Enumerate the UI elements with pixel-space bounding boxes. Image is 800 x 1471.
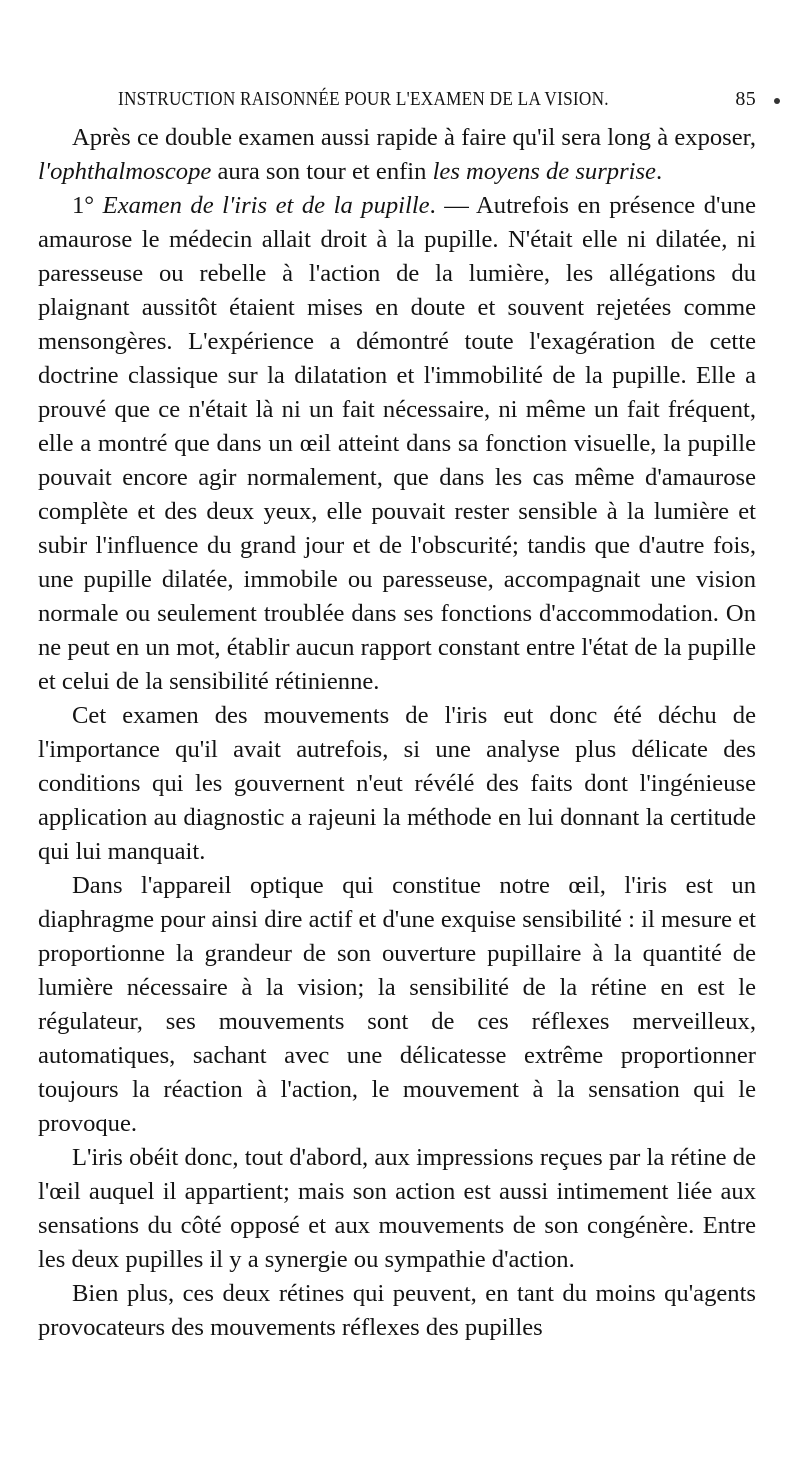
text-segment: aura son tour et enfin — [211, 158, 433, 185]
running-title: INSTRUCTION RAISONNÉE POUR L'EXAMEN DE LA VISION. — [118, 88, 609, 110]
paragraph-intro — [38, 121, 756, 189]
paragraph-synergy — [38, 1141, 756, 1277]
text-segment-italic: les moyens de surprise — [432, 158, 656, 185]
text-segment: Après ce double examen aussi rapide à faire qu'il sera long à exposer, — [72, 124, 756, 151]
section-heading: Examen de l'iris et de la pupille — [102, 192, 430, 219]
book-page — [38, 0, 756, 1471]
text-segment: . — Autrefois en présence d'une amaurose le médecin allait droit à la pupille. N'était elle ni dilatée, ni paresseuse ou rebelle à l'action de la lumière, les allégations du plaignant aussitôt étaient mises en doute et souvent rejetées comme mensongères. L'expérience a démontré toute l'exagération de cette doctrine classique sur la dilatation et l'immobilité de la pupille. Elle a prouvé que ce n'était là ni un fait nécessaire, ni même un fait fréquent, elle a montré que dans un œil atteint dans sa fonction visuelle, la pupille pouvait encore agir normalement, que dans les cas même d'amaurose complète et des deux yeux, elle pouvait rester sensible à la lumière et subir l'influence du grand jour et de l'obscurité; tandis que d'autre fois, une pupille dilatée, immobile ou paresseuse, accompagnait une vision normale ou seulement troublée dans ses fonctions d'accommodation. On ne peut en un mot, établir aucun rapport constant entre l'état de la pupille et celui de la sensibilité rétinienne. — [38, 192, 756, 695]
running-head — [38, 88, 756, 116]
paragraph-diaphragm — [38, 869, 756, 1141]
paragraph-retinas — [38, 1277, 756, 1345]
page-number: 85 — [735, 88, 756, 110]
paragraph-movements — [38, 699, 756, 869]
text-segment: Bien plus, ces deux rétines qui peuvent, en tant du moins qu'agents provocateurs des mouvements réflexes des pupilles — [38, 1280, 756, 1341]
text-segment: . — [655, 158, 663, 185]
body-text — [38, 121, 756, 1345]
text-segment: Cet examen des mouvements de l'iris eut donc été déchu de l'importance qu'il avait autrefois, si une analyse plus délicate des conditions qui les gouvernent n'eut révélé des faits dont l'ingénieuse application au diagnostic a rajeuni la méthode en lui donnant la certitude qui lui manquait. — [38, 702, 756, 865]
text-segment: L'iris obéit donc, tout d'abord, aux impressions reçues par la rétine de l'œil auquel il appartient; mais son action est aussi intimement liée aux sensations du côté opposé et aux mouvements de son congénère. Entre les deux pupilles il y a synergie ou sympathie d'action. — [38, 1144, 756, 1273]
paragraph-iris-exam — [38, 189, 756, 699]
text-segment: 1° — [72, 192, 103, 219]
text-segment: Dans l'appareil optique qui constitue notre œil, l'iris est un diaphragme pour ainsi dire actif et d'une exquise sensibilité : il mesure et proportionne la grandeur de son ouverture pupillaire à la quantité de lumière nécessaire à la vision; la sensibilité de la rétine en est le régulateur, ses mouvements sont de ces réflexes merveilleux, automatiques, sachant avec une délicatesse extrême proportionner toujours la réaction à l'action, le mouvement à la sensation qui le provoque. — [38, 872, 756, 1137]
text-segment-italic: l'ophthalmoscope — [38, 158, 212, 185]
margin-dot — [774, 98, 780, 104]
